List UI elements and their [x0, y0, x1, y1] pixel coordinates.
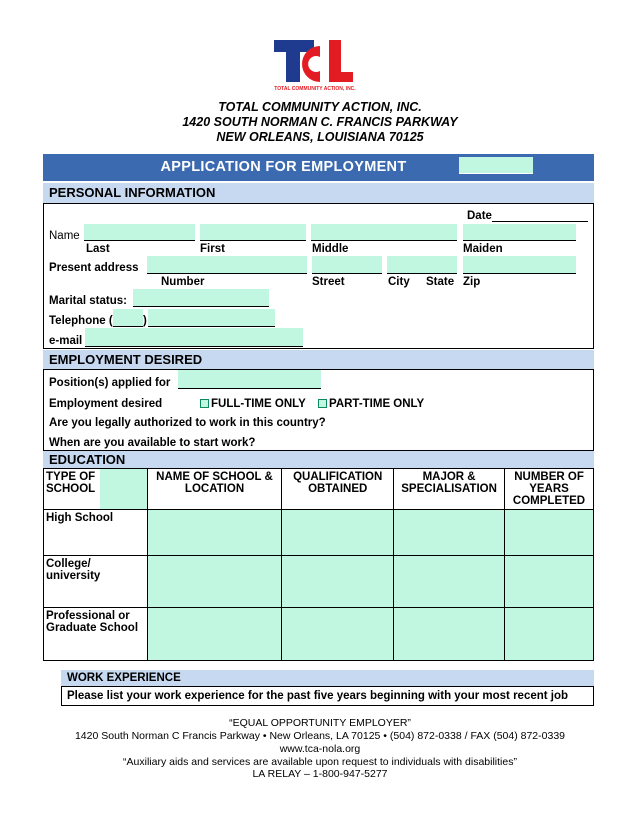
title-field[interactable] — [459, 157, 533, 174]
number-label: Number — [161, 276, 205, 288]
email-label: e-mail — [49, 335, 83, 347]
cell-input[interactable] — [147, 608, 281, 661]
full-time-checkbox[interactable] — [200, 399, 209, 408]
work-box — [61, 686, 594, 706]
city-state-field[interactable] — [387, 256, 457, 274]
full-time-option[interactable]: FULL-TIME ONLY — [200, 398, 306, 410]
telephone-field[interactable] — [148, 309, 275, 327]
telephone-label: Telephone ( — [49, 315, 113, 327]
email-field[interactable] — [85, 328, 303, 347]
employment-header: EMPLOYMENT DESIRED — [43, 350, 594, 370]
marital-field[interactable] — [133, 289, 269, 307]
cell-input[interactable] — [282, 510, 394, 556]
form-title-bar — [43, 154, 594, 181]
footer-aux: “Auxiliary aids and services are available upon request to individuals with disabilities” — [123, 756, 517, 768]
cell-input[interactable] — [282, 608, 394, 661]
work-instruction: Please list your work experience for the past five years beginning with your most recent job — [67, 690, 569, 702]
col-years: NUMBER OF YEARS COMPLETED — [505, 469, 594, 510]
row-label-graduate: Professional or Graduate School — [44, 608, 148, 661]
street-label: Street — [312, 276, 345, 288]
col-qualification: QUALIFICATION OBTAINED — [282, 469, 394, 510]
last-name-field[interactable] — [84, 224, 195, 241]
middle-name-field[interactable] — [311, 224, 457, 241]
last-label: Last — [86, 243, 110, 255]
maiden-label: Maiden — [463, 243, 503, 255]
telephone-close: ) — [143, 315, 147, 327]
cell-input[interactable] — [394, 608, 505, 661]
position-field[interactable] — [178, 370, 321, 389]
cell-input[interactable] — [394, 556, 505, 608]
cell-input[interactable] — [147, 556, 281, 608]
tca-logo — [274, 38, 356, 96]
personal-header: PERSONAL INFORMATION — [43, 183, 594, 204]
org-name: TOTAL COMMUNITY ACTION, INC. — [218, 100, 422, 114]
cell-input[interactable] — [505, 608, 594, 661]
name-label: Name — [49, 230, 80, 242]
date-label: Date — [467, 210, 492, 222]
middle-label: Middle — [312, 243, 349, 255]
street-field[interactable] — [312, 256, 382, 274]
cell-input[interactable] — [505, 556, 594, 608]
footer-website[interactable]: www.tca-nola.org — [279, 743, 361, 755]
logo-caption: TOTAL COMMUNITY ACTION, INC. — [274, 86, 356, 92]
col-major: MAJOR & SPECIALISATION — [394, 469, 505, 510]
footer-eoe: “EQUAL OPPORTUNITY EMPLOYER” — [229, 717, 411, 729]
part-time-checkbox[interactable] — [318, 399, 327, 408]
part-time-option[interactable]: PART-TIME ONLY — [318, 398, 424, 410]
first-label: First — [200, 243, 225, 255]
col-school-name: NAME OF SCHOOL & LOCATION — [147, 469, 281, 510]
footer-address: 1420 South Norman C Francis Parkway • New Orleans, LA 70125 • (504) 872-0338 / FAX (504) 872-0339 — [74, 730, 566, 742]
education-header: EDUCATION — [43, 451, 594, 469]
work-header: WORK EXPERIENCE — [61, 670, 594, 686]
zip-field[interactable] — [463, 256, 576, 274]
cell-input[interactable] — [282, 556, 394, 608]
zip-label: Zip — [463, 276, 481, 288]
table-row — [44, 510, 594, 556]
cell-input[interactable] — [147, 510, 281, 556]
maiden-name-field[interactable] — [463, 224, 576, 241]
row-label-high-school: High School — [44, 510, 148, 556]
address-label: Present address — [49, 262, 139, 274]
street-number-field[interactable] — [147, 256, 307, 274]
form-title: APPLICATION FOR EMPLOYMENT — [160, 159, 407, 175]
table-row — [44, 608, 594, 661]
date-field[interactable] — [492, 208, 588, 222]
org-address-1: 1420 SOUTH NORMAN C. FRANCIS PARKWAY — [182, 115, 458, 129]
authorized-question: Are you legally authorized to work in this country? — [49, 417, 326, 429]
footer-relay: LA RELAY – 1-800-947-5277 — [252, 768, 388, 780]
row-label-college: College/ university — [44, 556, 148, 608]
position-label: Position(s) applied for — [49, 377, 171, 389]
table-row — [44, 556, 594, 608]
first-name-field[interactable] — [200, 224, 306, 241]
org-address-2: NEW ORLEANS, LOUISIANA 70125 — [216, 130, 424, 144]
type-field[interactable] — [100, 469, 147, 509]
cell-input[interactable] — [505, 510, 594, 556]
cell-input[interactable] — [394, 510, 505, 556]
start-question: When are you available to start work? — [49, 437, 256, 449]
marital-label: Marital status: — [49, 295, 127, 307]
city-label: City — [388, 276, 410, 288]
education-table — [43, 468, 594, 661]
state-label: State — [426, 276, 455, 288]
employment-desired-label: Employment desired — [49, 398, 163, 410]
area-code-field[interactable] — [113, 309, 143, 327]
col-type-of-school: TYPE OF SCHOOL — [44, 469, 148, 510]
